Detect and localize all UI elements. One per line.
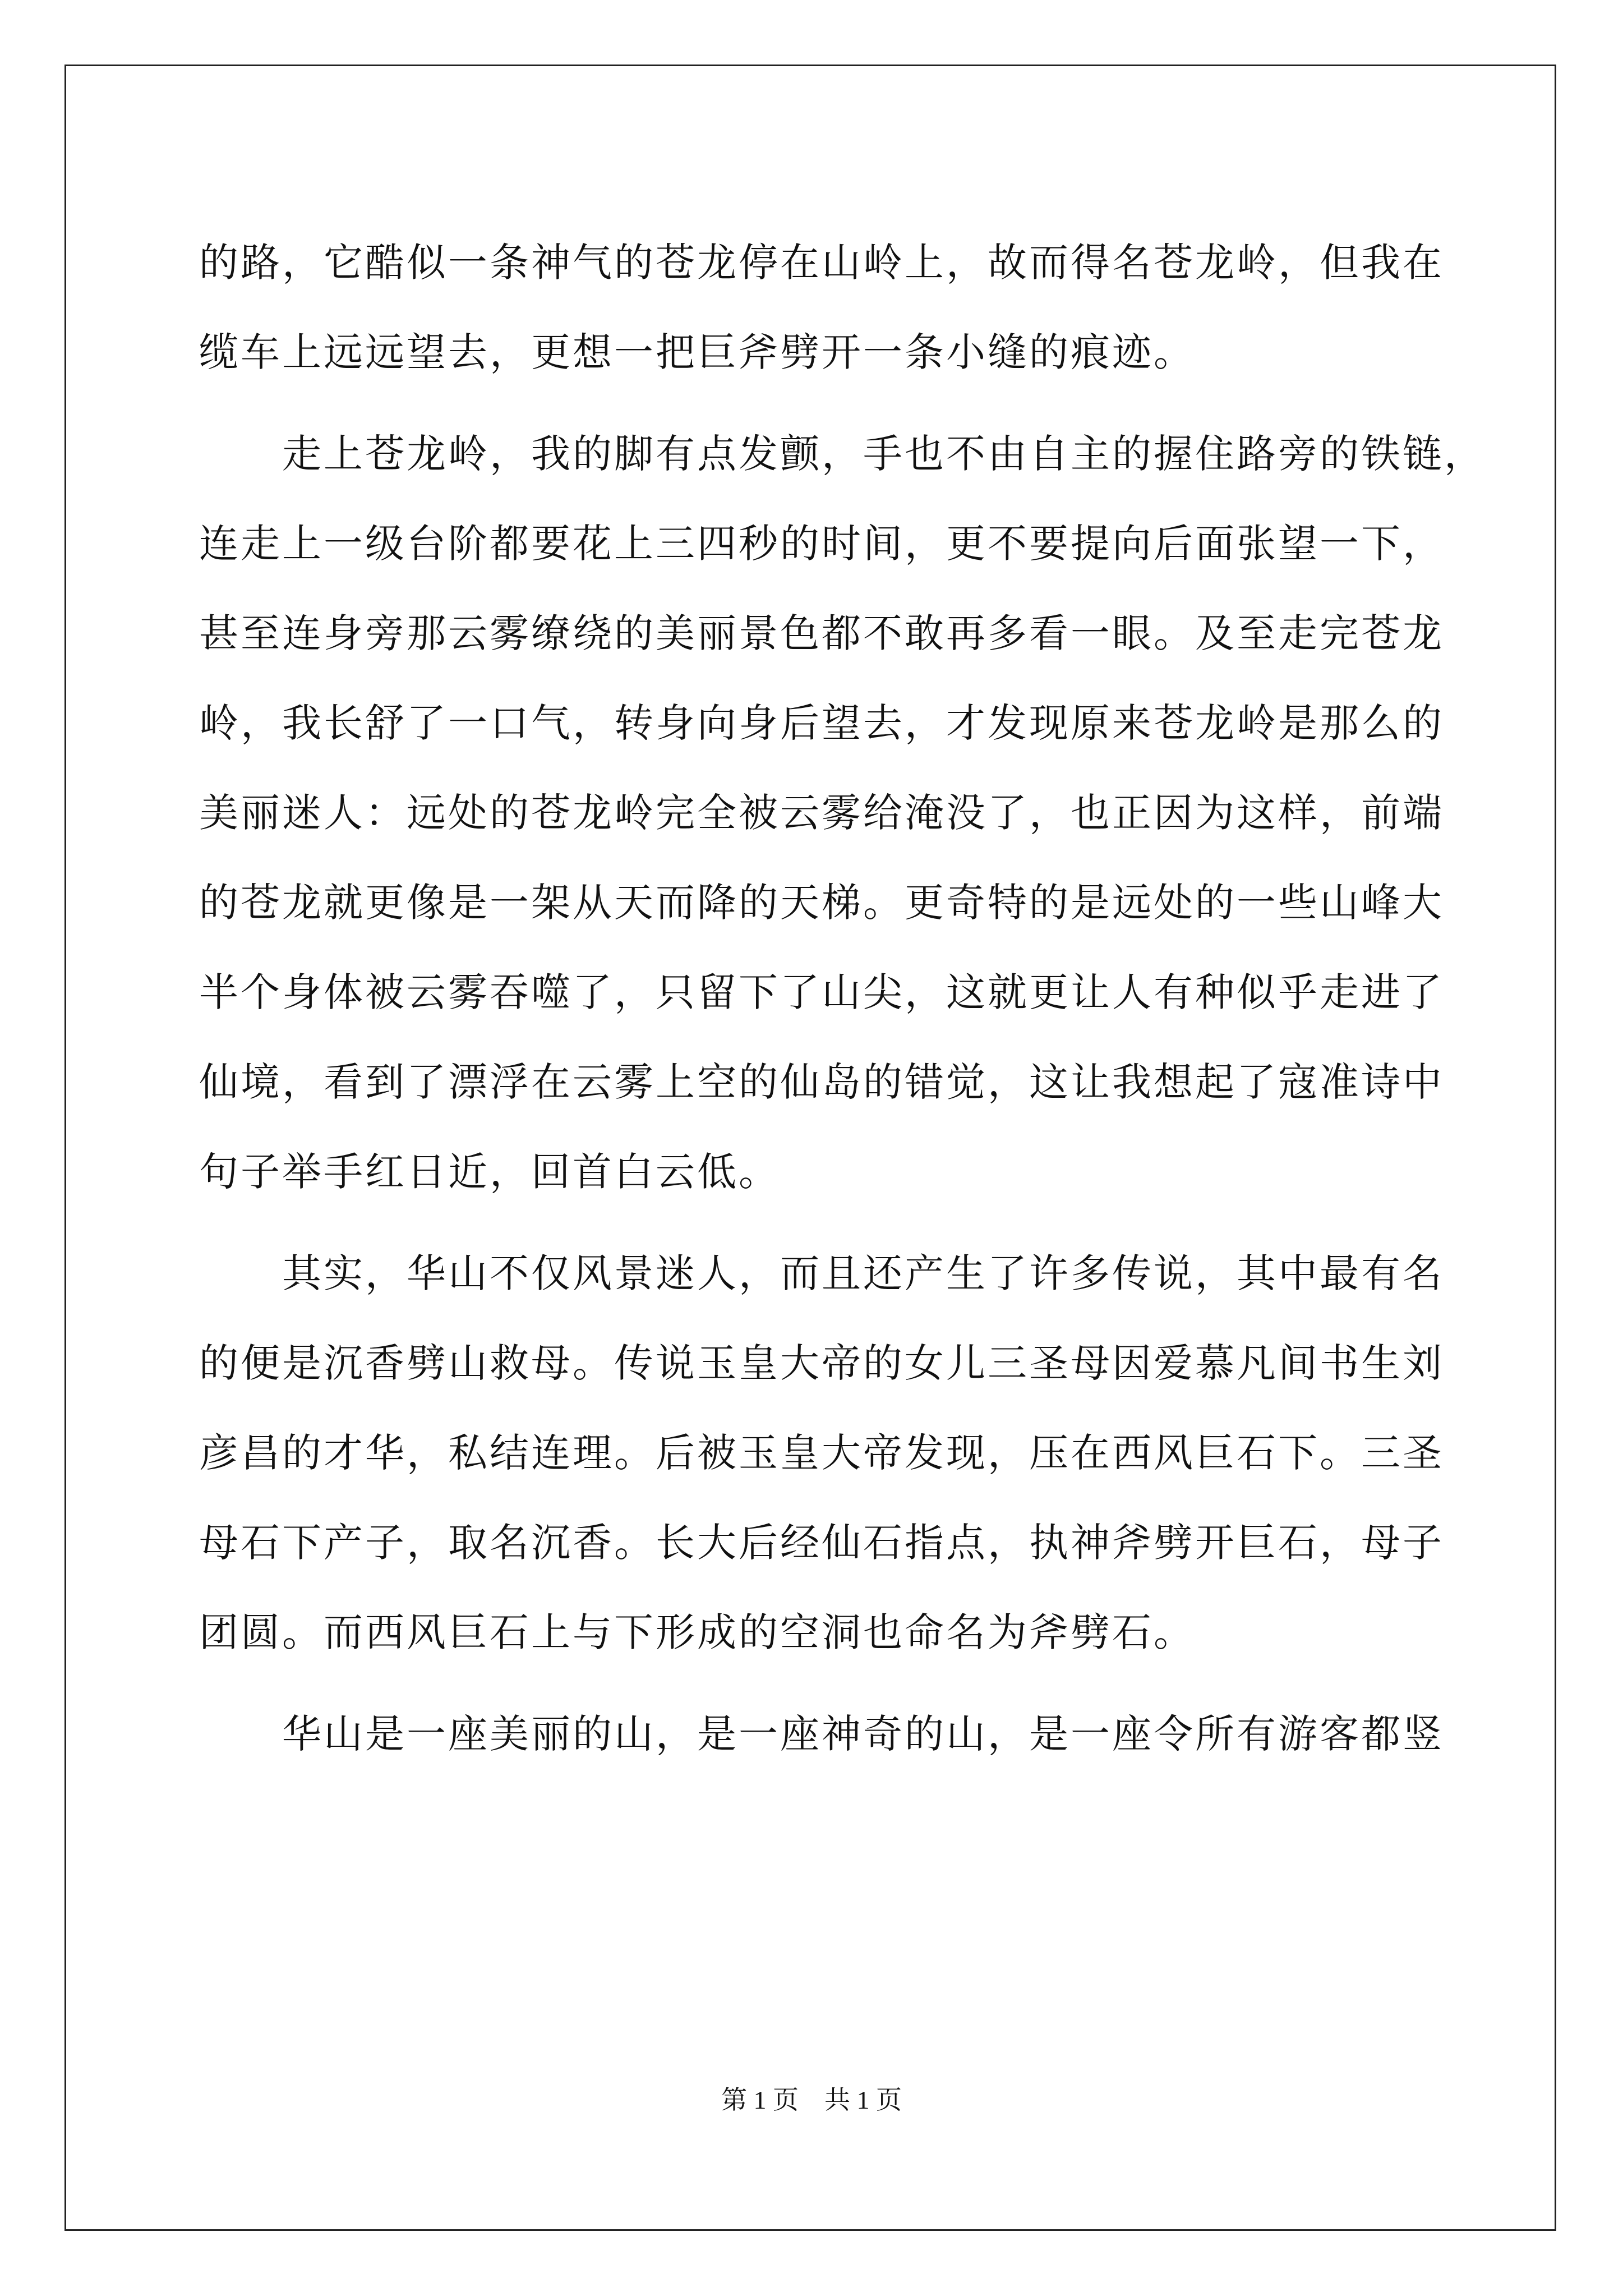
paragraph-2-line-2: 连走上一级台阶都要花上三四秒的时间，更不要提向后面张望一下，	[199, 521, 1444, 567]
paragraph-2-line-9: 句子举手红日近，回首白云低。	[199, 1149, 780, 1195]
paragraph-2-line-4: 岭，我长舒了一口气，转身向身后望去，才发现原来苍龙岭是那么的	[199, 700, 1444, 746]
paragraph-3-line-4: 母石下产子，取名沉香。长大后经仙石指点，执神斧劈开巨石，母子	[199, 1520, 1444, 1566]
paragraph-2-line-8: 仙境，看到了漂浮在云雾上空的仙岛的错觉，这让我想起了寇准诗中	[199, 1059, 1444, 1105]
paragraph-3-line-5: 团圆。而西风巨石上与下形成的空洞也命名为斧劈石。	[199, 1609, 1195, 1655]
paragraph-2-line-7: 半个身体被云雾吞噬了，只留下了山尖，这就更让人有种似乎走进了	[199, 969, 1444, 1015]
paragraph-2-line-3: 甚至连身旁那云雾缭绕的美丽景色都不敢再多看一眼。及至走完苍龙	[199, 610, 1444, 656]
paragraph-1-line-1: 的路，它酷似一条神气的苍龙停在山岭上，故而得名苍龙岭，但我在	[199, 240, 1444, 286]
paragraph-3-line-3: 彦昌的才华，私结连理。后被玉皇大帝发现，压在西风巨石下。三圣	[199, 1430, 1444, 1476]
paragraph-2-line-6: 的苍龙就更像是一架从天而降的天梯。更奇特的是远处的一些山峰大	[199, 880, 1444, 926]
paragraph-2-line-1: 走上苍龙岭，我的脚有点发颤，手也不由自主的握住路旁的铁链，	[282, 431, 1486, 477]
paragraph-3-line-2: 的便是沉香劈山救母。传说玉皇大帝的女儿三圣母因爱慕凡间书生刘	[199, 1340, 1444, 1386]
paragraph-3-line-1: 其实，华山不仅风景迷人，而且还产生了许多传说，其中最有名	[282, 1250, 1444, 1296]
paragraph-4-line-1: 华山是一座美丽的山，是一座神奇的山，是一座令所有游客都竖	[282, 1711, 1444, 1757]
page-number-footer: 第 1 页 共 1 页	[721, 2086, 902, 2114]
paragraph-2-line-5: 美丽迷人：远处的苍龙岭完全被云雾给淹没了，也正因为这样，前端	[199, 790, 1444, 836]
paragraph-1-line-2: 缆车上远远望去，更想一把巨斧劈开一条小缝的痕迹。	[199, 329, 1195, 375]
